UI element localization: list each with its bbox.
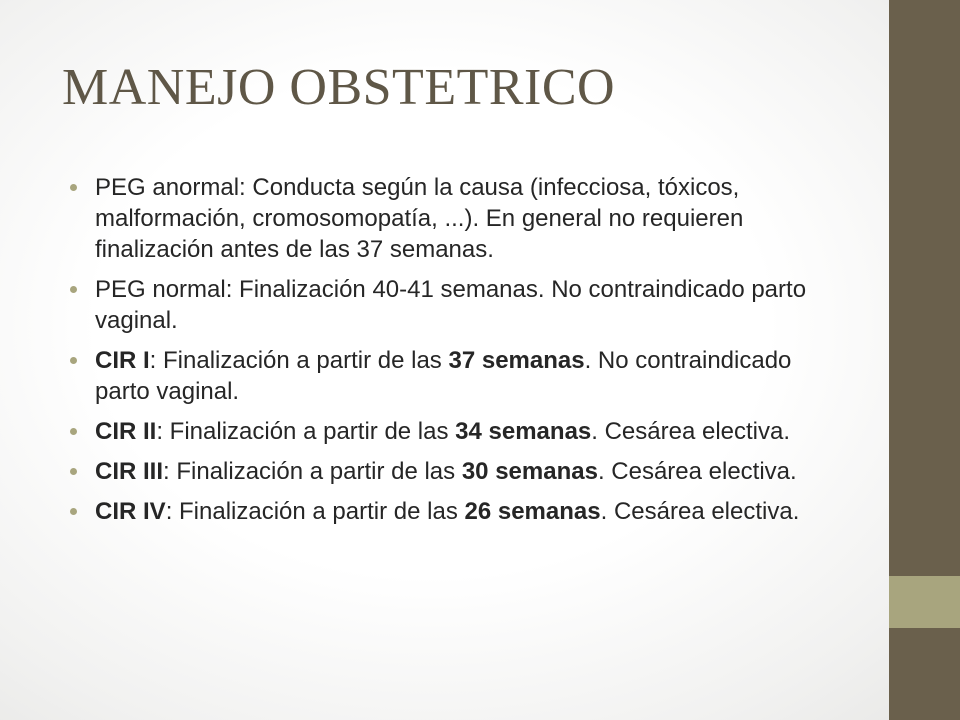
bullet-item (70, 172, 830, 265)
bullet-text: PEG anormal: Conducta según la causa (infecciosa, tóxicos, malformación, cromosomopatía, ...). En general no requieren finalización antes de las 37 semanas. (95, 174, 744, 263)
bullet-emphasis: 34 semanas (455, 418, 592, 445)
bullet-text: : Finalización a partir de las (163, 458, 462, 485)
bullet-text: : Finalización a partir de las (149, 347, 449, 374)
bullet-text: . Cesárea electiva. (600, 498, 800, 525)
bullet-item (70, 345, 830, 407)
bullet-emphasis: 30 semanas (461, 458, 598, 485)
side-accent-decoration (889, 576, 960, 628)
bullet-text: : Finalización a partir de las (156, 418, 456, 445)
bullet-item (70, 496, 830, 527)
bullet-list (70, 172, 830, 536)
bullet-dot-icon (70, 184, 77, 191)
bullet-dot-icon (70, 286, 77, 293)
bullet-dot-icon (70, 508, 77, 515)
bullet-emphasis: CIR IV (95, 498, 166, 525)
bullet-item (70, 456, 830, 487)
bullet-dot-icon (70, 357, 77, 364)
bullet-item (70, 416, 830, 447)
bullet-text: . No contraindicado parto vaginal. (95, 347, 792, 405)
bullet-emphasis: CIR I (95, 347, 150, 374)
bullet-emphasis: CIR III (95, 458, 164, 485)
bullet-emphasis: 37 semanas (448, 347, 585, 374)
bullet-text: PEG normal: Finalización 40-41 semanas. No contraindicado parto vaginal. (95, 276, 807, 334)
bullet-emphasis: 26 semanas (464, 498, 601, 525)
slide-title: MANEJO OBSTETRICO (62, 59, 616, 116)
bullet-text: : Finalización a partir de las (165, 498, 465, 525)
bullet-dot-icon (70, 468, 77, 475)
bullet-emphasis: CIR II (95, 418, 157, 445)
bullet-item (70, 274, 830, 336)
bullet-text: . Cesárea electiva. (597, 458, 797, 485)
bullet-text: . Cesárea electiva. (591, 418, 791, 445)
bullet-dot-icon (70, 428, 77, 435)
